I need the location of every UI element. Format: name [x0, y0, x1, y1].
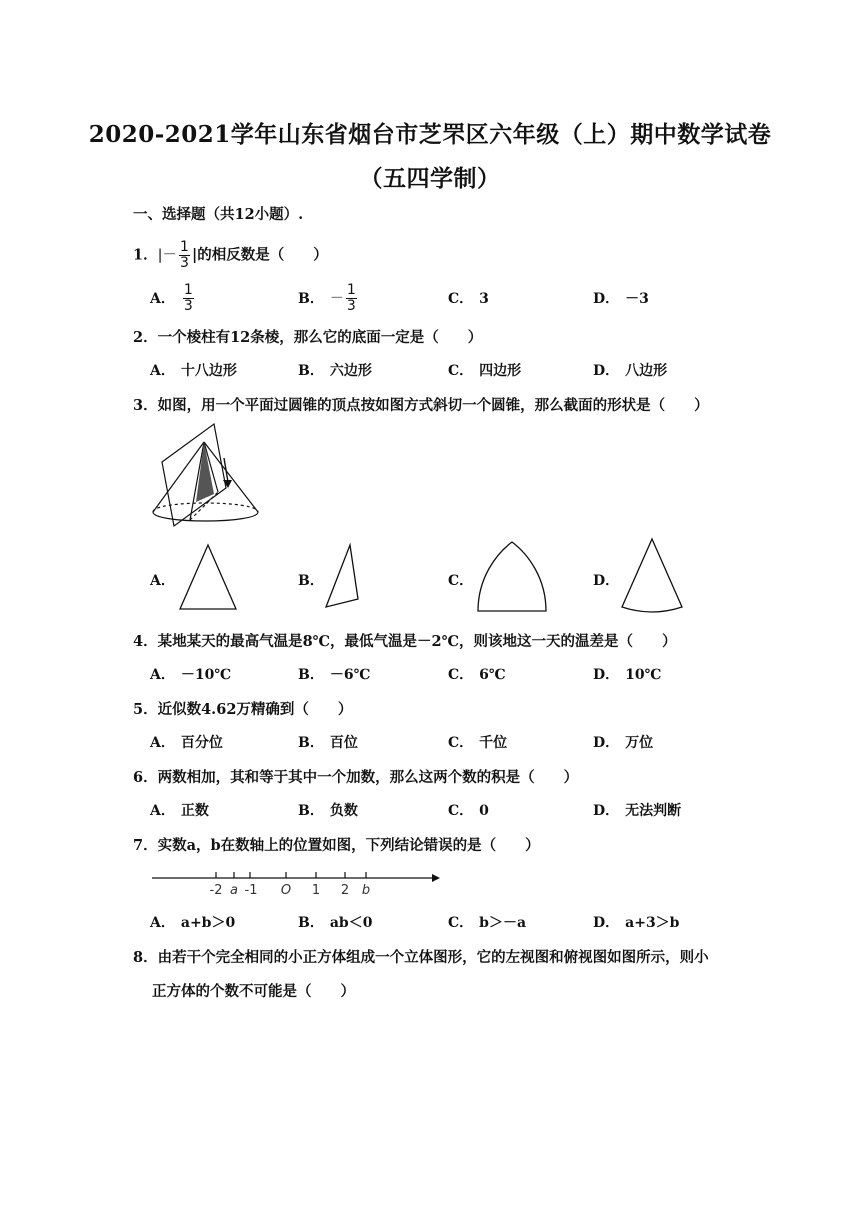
question-7 [133, 834, 540, 855]
option-label: B． [298, 803, 324, 819]
option-c-arch-shape [474, 540, 550, 614]
option-label: C． [448, 915, 474, 931]
option-a-triangle-shape [178, 543, 240, 613]
option-a[interactable] [150, 570, 181, 590]
fraction [179, 240, 190, 271]
option-a[interactable] [150, 283, 196, 314]
number-line [150, 866, 442, 900]
option-b[interactable] [298, 283, 359, 314]
option-text: －10℃ [180, 667, 232, 683]
option-c[interactable] [448, 288, 489, 308]
question-text: 两数相加，其和等于其中一个加数，那么这两个数的积是（ ） [157, 769, 579, 786]
question-text: 实数a，b在数轴上的位置如图，下列结论错误的是（ ） [157, 837, 540, 854]
option-b-triangle-shape [322, 543, 362, 609]
tick-label: 2 [340, 883, 350, 898]
option-c[interactable] [448, 732, 507, 752]
option-label: B． [298, 290, 324, 307]
question-text: 一个棱柱有12条棱，那么它的底面一定是（ ） [157, 329, 483, 346]
option-b[interactable] [298, 800, 358, 820]
tick-label: -2 [209, 883, 223, 898]
option-label: C． [448, 291, 474, 307]
fraction-denominator: 3 [346, 298, 356, 314]
cone-cut-figure [148, 420, 266, 530]
option-text: 正数 [180, 803, 209, 819]
question-text: 由若干个完全相同的小正方体组成一个立体图形，它的左视图和俯视图如图所示，则小 [157, 949, 709, 966]
question-number: 2． [133, 329, 158, 346]
question-number: 7． [133, 837, 158, 854]
option-label: D． [593, 803, 620, 819]
option-d[interactable] [593, 288, 649, 308]
option-text: 百分位 [180, 735, 223, 751]
option-b[interactable] [298, 664, 370, 684]
option-d[interactable] [593, 732, 653, 752]
option-label: B． [298, 735, 324, 751]
option-c[interactable] [448, 360, 521, 380]
option-label: D． [593, 291, 620, 307]
question-number: 6． [133, 769, 158, 786]
option-c[interactable] [448, 912, 526, 932]
option-text: 0 [479, 803, 489, 819]
option-text: 负数 [329, 803, 358, 819]
tick-label: -1 [244, 883, 258, 898]
option-text: 十八边形 [180, 363, 237, 379]
exam-title: 2020-2021学年山东省烟台市芝罘区六年级（上）期中数学试卷 [88, 121, 772, 148]
question-number: 8． [133, 949, 158, 966]
section-heading: 一、选择题（共12小题）. [133, 206, 304, 223]
option-text: 百位 [329, 735, 358, 751]
question-number: 3． [133, 397, 158, 414]
option-label: D． [593, 363, 620, 379]
option-label: A． [150, 667, 175, 683]
option-text: 3 [479, 291, 489, 307]
option-label: B． [298, 573, 324, 589]
option-b[interactable] [298, 912, 372, 932]
option-label: B． [298, 667, 324, 683]
option-text: －6℃ [329, 667, 371, 683]
question-2 [133, 326, 482, 347]
option-text: 10℃ [625, 667, 662, 683]
option-text: 八边形 [625, 363, 668, 379]
question-1 [133, 240, 328, 271]
question-text: 近似数4.62万精确到（ ） [157, 701, 353, 718]
option-label: D． [593, 735, 620, 751]
option-text: 万位 [625, 735, 654, 751]
option-text: a+b＞0 [180, 915, 236, 931]
option-d[interactable] [593, 664, 661, 684]
option-label: C． [448, 573, 474, 589]
tick-label: a [230, 883, 238, 898]
option-label: D． [593, 667, 620, 683]
question-3 [133, 394, 709, 415]
option-a[interactable] [150, 664, 231, 684]
question-5 [133, 698, 352, 719]
fraction-numerator: 1 [180, 239, 189, 255]
fraction-numerator: 1 [183, 282, 193, 298]
question-number: 4． [133, 633, 158, 650]
option-a[interactable] [150, 732, 223, 752]
question-text: 如图，用一个平面过圆锥的顶点按如图方式斜切一个圆锥，那么截面的形状是（ ） [157, 397, 709, 414]
option-text: －3 [625, 291, 649, 307]
option-text: 6℃ [479, 667, 506, 683]
fraction-numerator: 1 [346, 282, 356, 298]
option-label: A． [150, 915, 175, 931]
question-text: 某地某天的最高气温是8℃，最低气温是－2℃，则该地这一天的温差是（ ） [157, 633, 677, 650]
option-a[interactable] [150, 360, 237, 380]
question-number: 5． [133, 701, 158, 718]
option-b[interactable] [298, 360, 372, 380]
question-text: |的相反数是（ ） [191, 246, 328, 264]
question-4 [133, 630, 677, 651]
option-label: A． [150, 573, 175, 589]
option-d-sector-shape [620, 537, 686, 617]
question-8 [133, 946, 709, 967]
option-text: 六边形 [329, 363, 372, 379]
tick-label: O [280, 883, 292, 898]
option-label: B． [298, 363, 324, 379]
option-label: A． [150, 735, 175, 751]
option-label: D． [593, 573, 620, 589]
option-label: A． [150, 803, 175, 819]
option-label: C． [448, 803, 474, 819]
option-a[interactable] [150, 912, 235, 932]
option-label: C． [448, 735, 474, 751]
option-text: a+3＞b [625, 915, 680, 931]
minus-sign: － [329, 290, 344, 307]
question-8-continued: 正方体的个数不可能是（ ） [152, 983, 355, 1000]
option-label: A． [150, 290, 175, 307]
tick-label: b [361, 883, 371, 898]
question-text: |－ [157, 247, 177, 264]
option-c[interactable] [448, 800, 489, 820]
option-label: C． [448, 363, 474, 379]
option-d[interactable] [593, 360, 667, 380]
fraction-denominator: 3 [183, 298, 193, 314]
option-label: A． [150, 363, 175, 379]
option-text: 无法判断 [625, 803, 682, 819]
option-c[interactable] [448, 664, 506, 684]
question-6 [133, 766, 578, 787]
option-label: C． [448, 667, 474, 683]
exam-subtitle: （五四学制） [359, 165, 501, 192]
option-d[interactable] [593, 912, 679, 932]
option-text: ab＜0 [329, 915, 373, 931]
option-text: b＞－a [479, 915, 527, 931]
fraction-denominator: 3 [180, 255, 189, 271]
option-label: D． [593, 915, 620, 931]
option-a[interactable] [150, 800, 209, 820]
option-b[interactable] [298, 732, 358, 752]
question-number: 1． [133, 246, 158, 264]
option-label: B． [298, 915, 324, 931]
tick-label: 1 [311, 883, 321, 898]
fraction [183, 283, 194, 314]
option-text: 四边形 [479, 363, 522, 379]
option-text: 千位 [479, 735, 508, 751]
option-d[interactable] [593, 800, 681, 820]
fraction [346, 283, 357, 314]
